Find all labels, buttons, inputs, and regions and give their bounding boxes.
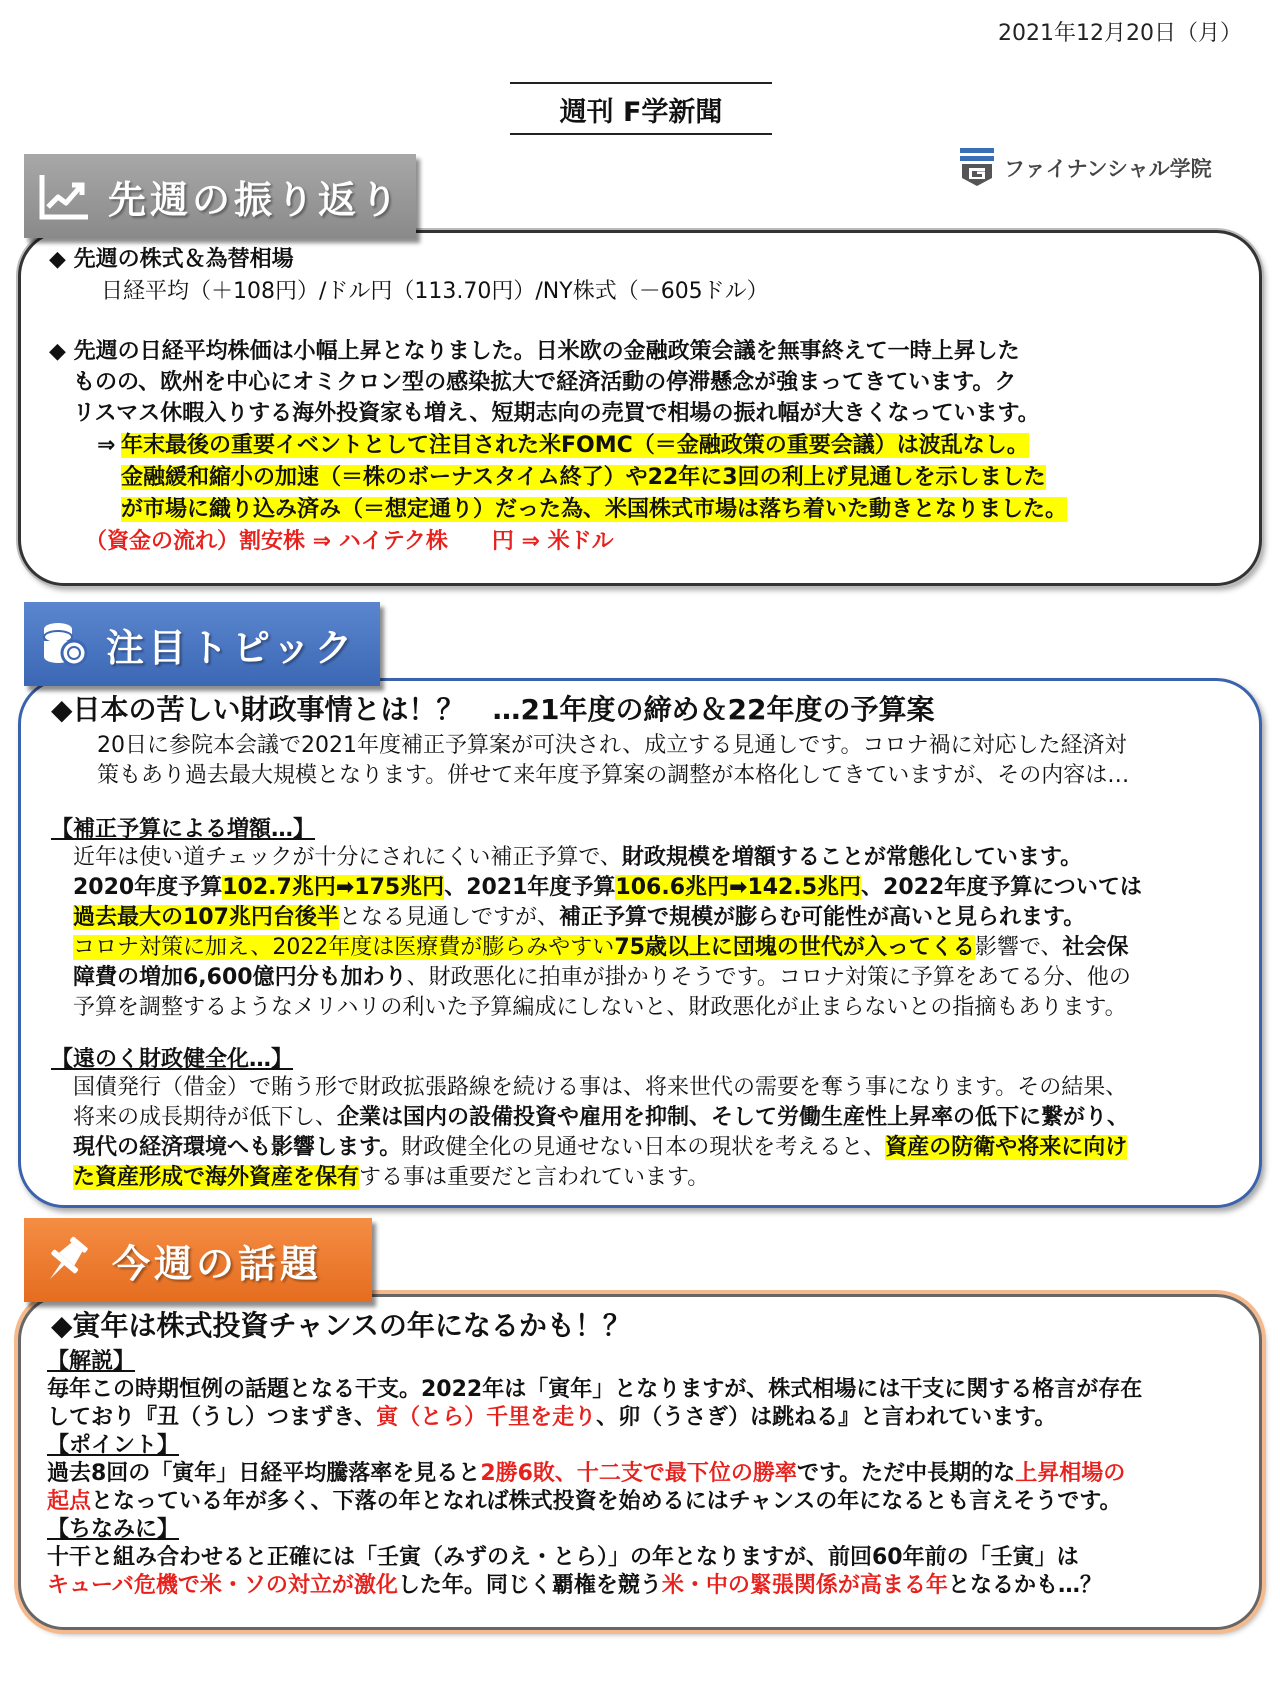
red-run: 起点 [47, 1489, 92, 1514]
text-run: 、財政悪化に拍車が掛かりそうです。コロナ対策に予算をあてる分、他の [406, 965, 1131, 990]
section-tab-label: 先週の振り返り [108, 177, 403, 222]
red-run: 寅（とら）千里を走り [376, 1405, 597, 1430]
text-run: 補正予算で規模が膨らむ可能性が高いと見られます。 [558, 905, 1086, 930]
text-run: した年。同じく覇権を競う [397, 1573, 662, 1598]
highlight-run: た資産形成で海外資産を保有 [73, 1165, 360, 1190]
text-line: 国債発行（借金）で賄う形で財政拡張路線を続ける事は、将来世代の需要を奪う事になります。その結果、 [73, 1075, 1128, 1100]
topic-heading: ◆寅年は株式投資チャンスの年になるかも！？ [51, 1309, 631, 1342]
highlight-line: 年末最後の重要イベントとして注目された米FOMC（＝金融政策の重要会議）は波乱なし。 [121, 433, 1029, 458]
text-run: しており『丑（うし）つまずき、 [47, 1405, 377, 1430]
text-run: 2020年度予算 [73, 875, 223, 900]
school-logo-icon [960, 148, 994, 188]
subsection-title: 【ちなみに】 [47, 1517, 180, 1542]
text-run: です。ただ中長期的な [796, 1461, 1016, 1486]
highlight-run: 75歳以上に団塊の世代が入ってくる [614, 935, 975, 960]
intro-line: 策もあり過去最大規模となります。併せて来年度予算案の調整が本格化してきていますが、その内容は… [97, 763, 1130, 788]
market-values: 日経平均（＋108円）/ドル円（113.70円）/NY株式（－605ドル） [101, 279, 769, 304]
issue-date: 2021年12月20日（月） [998, 21, 1242, 46]
school-logo [960, 148, 1212, 188]
subsection-title: 【解説】 [47, 1349, 136, 1374]
summary-line: ものの、欧州を中心にオミクロン型の感染拡大で経済活動の停滞懸念が強まってきています。ク [73, 370, 1017, 395]
subsection-title: 【遠のく財政健全化…】 [51, 1047, 294, 1072]
red-run: キューバ危機で米・ソの対立が激化 [47, 1573, 398, 1598]
subsection-title: 【補正予算による増額…】 [51, 817, 316, 842]
text-run: 、2022年度予算については [861, 875, 1142, 900]
text-run: 社会保 [1062, 935, 1129, 960]
intro-line: 20日に参院本会議で2021年度補正予算案が可決され、成立する見通しです。コロナ禍に対応した経済対 [97, 733, 1127, 758]
subsection-title: 【ポイント】 [47, 1433, 180, 1458]
coins-icon [38, 619, 88, 669]
text-run: 過去8回の「寅年」日経平均騰落率を見ると [47, 1461, 481, 1486]
text-line: 予算を調整するようなメリハリの利いた予算編成にしないと、財政悪化が止まらないとの指摘もあります。 [73, 995, 1127, 1020]
section-tab-this-week [24, 1218, 372, 1302]
red-run: 2勝6敗、十二支で最下位の勝率 [480, 1461, 797, 1486]
topic-heading: ◆日本の苦しい財政事情とは！？ …21年度の締め＆22年度の予算案 [51, 693, 935, 726]
chart-up-icon [38, 171, 90, 221]
text-run: となるかも…？ [947, 1573, 1102, 1598]
text-run: 企業は国内の設備投資や雇用を抑制、そして労働生産性上昇率の低下に繋がり、 [337, 1105, 1130, 1130]
pin-icon [38, 1233, 94, 1287]
red-run: 上昇相場の [1015, 1461, 1126, 1486]
text-run: 近年は使い道チェックが十分にされにくい補正予算で、 [73, 845, 622, 870]
arrow-mark: ⇒ [97, 433, 116, 458]
highlight-line: が市場に織り込み済み（＝想定通り）だった為、米国株式市場は落ち着いた動きとなりました。 [121, 497, 1068, 522]
highlight-run: 102.7兆円➡175兆円 [222, 875, 445, 900]
text-run: 現代の経済環境へも影響します。 [73, 1135, 402, 1160]
money-flow: （資金の流れ）割安株 ⇒ ハイテク株 円 ⇒ 米ドル [85, 529, 614, 554]
summary-line: ◆ 先週の日経平均株価は小幅上昇となりました。日米欧の金融政策会議を無事終えて一時上昇した [49, 339, 1020, 364]
highlight-run: コロナ対策に加え、2022年度は医療費が膨らみやすい [73, 935, 615, 960]
section-tab-label: 注目トピック [106, 625, 357, 670]
text-run: 、2021年度予算 [444, 875, 616, 900]
text-line: 十干と組み合わせると正確には「壬寅（みずのえ・とら）」の年となりますが、前回60年前の「壬寅」は [47, 1545, 1079, 1570]
this-week-box [18, 1294, 1262, 1630]
text-run: 影響で、 [974, 935, 1063, 960]
text-run: 将来の成長期待が低下し、 [73, 1105, 338, 1130]
section-tab-last-week [24, 154, 416, 238]
red-run: 米・中の緊張関係が高まる年 [661, 1573, 948, 1598]
topic-box [18, 678, 1262, 1208]
highlight-run: 106.6兆円➡142.5兆円 [615, 875, 862, 900]
text-run: 財政健全化の見通せない日本の現状を考えると、 [401, 1135, 886, 1160]
summary-line: リスマス休暇入りする海外投資家も増え、短期志向の売買で相場の振れ幅が大きくなっています。 [73, 401, 1040, 426]
newspaper-title: 週刊 F学新聞 [510, 82, 772, 135]
text-run: する事は重要だと言われています。 [359, 1165, 710, 1190]
section-tab-topic [24, 602, 380, 686]
text-run: 、卯（うさぎ）は跳ねる』と言われています。 [596, 1405, 1057, 1430]
text-run: 障費の増加6,600億円分も加わり [73, 965, 407, 990]
last-week-box [18, 230, 1262, 586]
text-run: となる見通しですが、 [338, 905, 559, 930]
highlight-line: 金融緩和縮小の加速（＝株のボーナスタイム終了）や22年に3回の利上げ見通しを示しました [121, 465, 1046, 490]
text-run: となっている年が多く、下落の年となれば株式投資を始めるにはチャンスの年になるとも言えそうです。 [91, 1489, 1122, 1514]
highlight-run: 資産の防衛や将来に向け [885, 1135, 1128, 1160]
section-tab-label: 今週の話題 [112, 1241, 323, 1286]
text-run: 財政規模を増額することが常態化しています。 [621, 845, 1083, 870]
school-logo-name: ファイナンシャル学院 [1004, 157, 1212, 181]
text-line: 毎年この時期恒例の話題となる干支。2022年は「寅年」となりますが、株式相場には干支に関する格言が存在 [47, 1377, 1143, 1402]
market-heading: ◆ 先週の株式＆為替相場 [49, 247, 294, 272]
highlight-run: 過去最大の107兆円台後半 [73, 905, 339, 930]
